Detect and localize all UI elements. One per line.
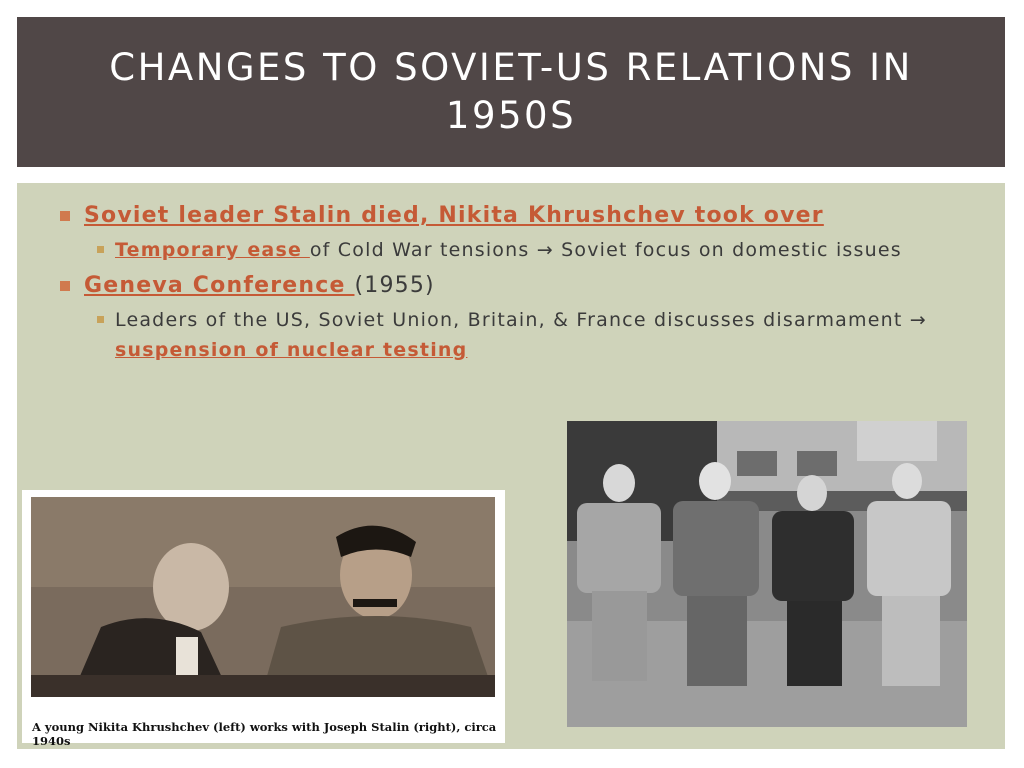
bullet-text: Soviet focus on domestic issues [561,239,902,261]
stalin-khrushchev-photo [22,490,505,748]
square-bullet-icon [60,281,70,291]
bullet-geneva-conference [60,271,960,301]
photo-caption: A young Nikita Khrushchev (left) works with Joseph Stalin (right), circa 1940s [32,720,497,748]
sub-bullet-disarmament [60,305,960,365]
title-bar [17,17,1005,167]
right-arrow-icon: → [909,309,927,331]
bullet-text: Leaders of the US, Soviet Union, Britain, & France discusses disarmament [115,309,903,331]
bullet-list [60,201,960,371]
photo-scene [31,497,495,697]
square-bullet-icon [60,211,70,221]
geneva-leaders-photo [567,421,967,727]
right-arrow-icon: → [536,239,554,261]
geneva-conference-link[interactable]: Geneva Conference [84,273,355,298]
bullet-stalin-died [60,201,960,231]
temporary-ease-link[interactable]: Temporary ease [115,239,310,261]
sub-bullet-temporary-ease [60,235,960,265]
square-bullet-icon [97,246,104,253]
photo-illustration [567,421,967,727]
bullet-text: of Cold War tensions [309,239,530,261]
stalin-died-link[interactable]: Soviet leader Stalin died, Nikita Khrushchev took over [84,203,824,228]
bullet-text: (1955) [354,273,435,298]
nuclear-testing-link[interactable]: suspension of nuclear testing [115,339,468,361]
slide-title: CHANGES TO SOVIET-US RELATIONS IN 1950S [109,46,913,137]
square-bullet-icon [97,316,104,323]
photo-illustration [31,497,495,697]
